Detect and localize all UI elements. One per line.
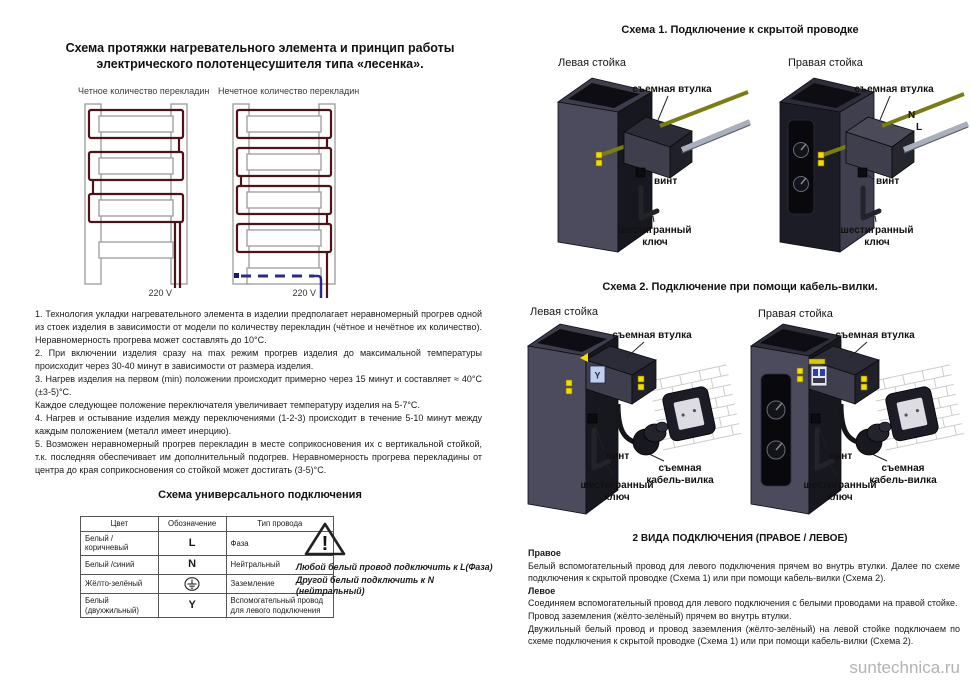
- sleeve-label: съемная втулка: [612, 330, 692, 341]
- left-connection-text2: Провод заземления (жёлто-зелёный) прячем во внутрь втулки.: [528, 610, 792, 621]
- screw: [858, 168, 867, 177]
- screw-label: винт: [606, 451, 630, 462]
- ground-wire: [882, 94, 964, 126]
- note-3b: Каждое следующее положение переключателя увеличивает температуру изделия на 5-7°С.: [35, 400, 420, 410]
- left-connection-text1: Соединяем вспомогательный провод для левого подключения с белыми проводами на правой стойке.: [528, 598, 958, 609]
- cable-plug: [856, 422, 891, 455]
- right-connection-text: Белый вспомогательный провод для левого подключения прячем во внутрь втулки. Далее по схеме подключения к скрытой проводке (Схема 1) или при помощи кабель-вилки (Схема 2).: [528, 560, 960, 584]
- watermark: suntechnica.ru: [849, 658, 960, 677]
- plug-label-line1: съемная: [658, 463, 702, 474]
- scheme1-right-stand-illustration: [762, 70, 970, 255]
- page-title-line1: Схема протяжки нагревательного элемента и принцип работы: [65, 41, 455, 55]
- scheme1-right-stand-label: Правая стойка: [788, 57, 863, 69]
- warning-block: [296, 521, 500, 598]
- col-header-type: Тип провода: [226, 517, 333, 532]
- two-types-title: 2 ВИДА ПОДКЛЮЧЕНИЯ (ПРАВОЕ / ЛЕВОЕ): [632, 533, 848, 544]
- scheme1-left-stand-label: Левая стойка: [558, 57, 627, 69]
- scheme2-right-stand-illustration: [745, 318, 965, 533]
- earth-ground-icon: [158, 574, 226, 593]
- sleeve-label: съемная втулка: [854, 84, 934, 95]
- ladder-frame: [233, 104, 335, 284]
- col-header-mark: Обозначение: [158, 517, 226, 532]
- sleeve-label: съемная втулка: [632, 84, 712, 95]
- hexkey-label-line1: шестигранный: [840, 225, 914, 236]
- left-connection-head: Левое: [528, 585, 556, 596]
- wall-socket: [661, 386, 716, 443]
- odd-diagram-label: Нечетное количество перекладин: [218, 86, 360, 96]
- plug-label-line2: кабель-вилка: [869, 475, 937, 486]
- cell-mark: N: [158, 556, 226, 575]
- hexkey-label-line2: ключ: [604, 492, 630, 503]
- wire-n-label: N: [908, 110, 916, 121]
- cell-color: Белый /синий: [81, 556, 159, 575]
- cell-color: Жёлто-зелёный: [81, 574, 159, 593]
- page-title-line2: электрического полотенцесушителя типа «лесенка».: [96, 57, 424, 71]
- hexkey-label-line2: ключ: [827, 492, 853, 503]
- cell-type: Заземление: [226, 574, 333, 593]
- odd-ladder-diagram: [228, 102, 340, 302]
- cell-color: Белый /коричневый: [81, 531, 159, 555]
- cell-color: Белый (двухжильный): [81, 593, 159, 617]
- wire-cross-section: [809, 359, 827, 386]
- cell-type: Нейтральный: [226, 556, 333, 575]
- note-2: 2. При включении изделия сразу на max режим прогрев изделия до максимальной температуры происходит через 30-40 минут в зависимости от размера изделия.: [35, 348, 482, 371]
- hexkey-label-line1: шестигранный: [803, 480, 877, 491]
- even-diagram-label: Четное количество перекладин: [78, 86, 210, 96]
- warning-text-line2: Другой белый подключить к N (нейтральный): [296, 574, 434, 596]
- warning-icon: [304, 521, 346, 557]
- hexkey-label-line1: шестигранный: [580, 480, 654, 491]
- left-connection-text3: Двужильный белый провод и провод заземления (жёлто-зелёный) на левой стойке подключаем по схеме подключения к скрытой проводке (Схема 1) или при помощи кабель-вилки (Схема 2).: [528, 623, 960, 647]
- y-wire-plate: [590, 366, 605, 383]
- wall-socket: [884, 386, 939, 443]
- operation-notes: [35, 308, 482, 477]
- right-connection-head: Правое: [528, 548, 561, 558]
- scheme1-title: Схема 1. Подключение к скрытой проводке: [621, 24, 859, 36]
- control-panel: [761, 374, 791, 486]
- wire-l-label: L: [916, 122, 923, 133]
- even-ladder-diagram: [80, 102, 192, 302]
- note-3: 3. Нагрев изделия на первом (min) положении происходит примерно через 15 минут и составляет ≈ 40°С (±3-5)°С.: [35, 374, 482, 397]
- cable-plug: [633, 422, 668, 455]
- svg-text:!: !: [321, 533, 329, 555]
- cell-type: Фаза: [226, 531, 333, 555]
- control-panel: [788, 120, 814, 214]
- y-wire-label: Y: [594, 370, 601, 381]
- cell-mark: L: [158, 531, 226, 555]
- warning-text-line1: Любой белый провод подключить к L(Фаза): [296, 562, 493, 572]
- screw-label: винт: [829, 451, 853, 462]
- cell-type: Вспомогательный провод для левого подключения: [226, 593, 333, 617]
- connection-types-text: [528, 547, 960, 648]
- heating-element-wire: [89, 110, 183, 288]
- plug-label-line2: кабель-вилка: [646, 475, 714, 486]
- note-1: 1. Технология укладки нагревательного элемента в изделии предполагает неравномерный прогрев одной из стоек изделия в зависимости от модели по количеству перекладин (чётное и нечётное их количество). Неравномерность прогрева может составлять до 10°С.: [35, 309, 482, 345]
- screw: [636, 168, 645, 177]
- scheme2-title: Схема 2. Подключение при помощи кабель-вилки.: [602, 281, 878, 293]
- plug-label-line1: съемная: [881, 463, 925, 474]
- screw: [811, 414, 820, 423]
- voltage-label: 220 V: [148, 288, 172, 298]
- scheme1-left-stand-illustration: [540, 70, 755, 255]
- ground-wire: [660, 92, 748, 126]
- voltage-label: 220 V: [292, 288, 316, 298]
- hexkey-label-line2: ключ: [864, 237, 890, 248]
- screw-label: винт: [876, 176, 900, 187]
- note-5: 5. Возможен неравномерный прогрев перекладин в месте соприкосновения их с вертикальной стойкой, т.к. последняя обеспечивает им дополнительный подогрев. Неравномерность прогрева перекладины от центра до края соприкосновения со стойкой может достигать (3-5)°С.: [35, 439, 482, 475]
- screw: [588, 414, 597, 423]
- scheme2-left-stand-label: Левая стойка: [530, 306, 599, 318]
- screw-label: винт: [654, 176, 678, 187]
- col-header-color: Цвет: [81, 517, 159, 532]
- hexkey-label-line2: ключ: [642, 237, 668, 248]
- page-title: [40, 40, 480, 72]
- note-4: 4. Нагрев и остывание изделия между переключениями (1-2-3) происходит в течение 5-10 минут между каждым положением (металл имеет инерцию).: [35, 413, 482, 436]
- cell-mark: Y: [158, 593, 226, 617]
- hexkey-label-line1: шестигранный: [618, 225, 692, 236]
- scheme2-right-stand-label: Правая стойка: [758, 308, 833, 320]
- sleeve-label: съемная втулка: [835, 330, 915, 341]
- universal-connection-title: Схема универсального подключения: [158, 489, 362, 501]
- scheme2-left-stand-illustration: [522, 318, 742, 533]
